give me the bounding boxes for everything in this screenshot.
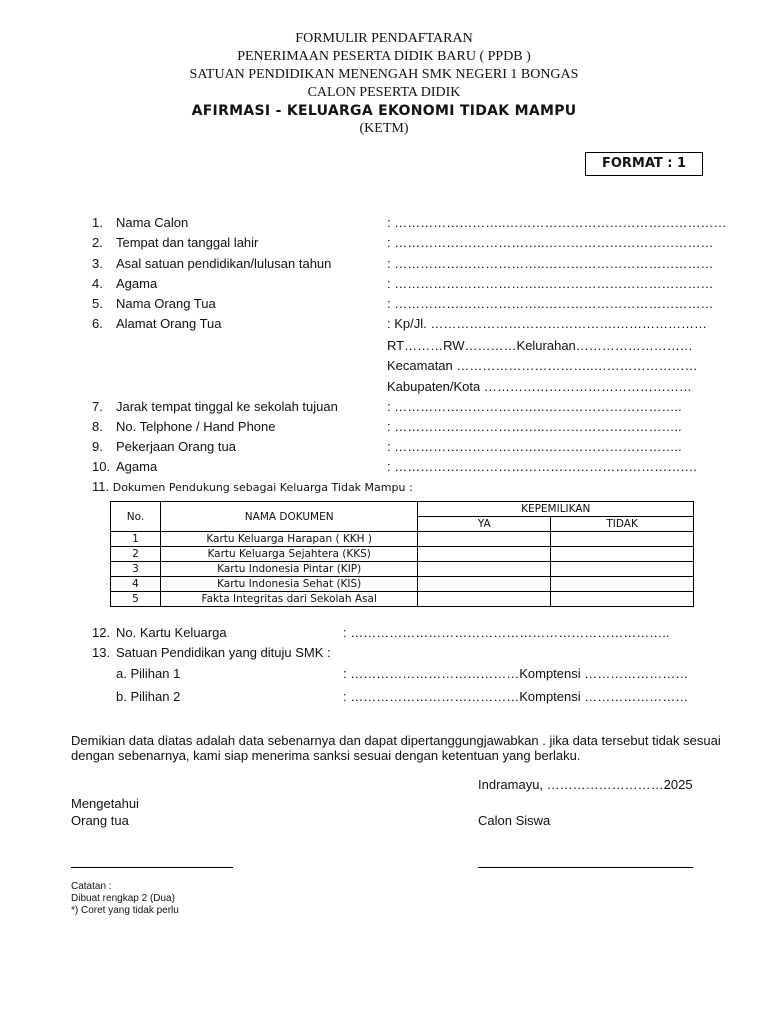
student-label: Calon Siswa: [478, 813, 551, 828]
yes-cell[interactable]: [418, 562, 551, 577]
header-line-2: PENERIMAAN PESERTA DIDIK BARU ( PPDB ): [237, 49, 531, 64]
notes-line-2: *) Coret yang tidak perlu: [71, 905, 179, 916]
yes-cell[interactable]: [418, 547, 551, 562]
field-number: 1.: [92, 215, 103, 230]
field-number: 11.: [92, 479, 110, 494]
field-number: 6.: [92, 316, 103, 331]
row-number: 2: [111, 547, 161, 562]
doc-name: Kartu Keluarga Harapan ( KKH ): [160, 532, 418, 547]
field-label: Nama Calon: [116, 215, 189, 230]
field-number: 2.: [92, 235, 103, 250]
field-number: 9.: [92, 439, 103, 454]
field-number: 5.: [92, 296, 103, 311]
row-number: 1: [111, 532, 161, 547]
field-label: Pekerjaan Orang tua: [116, 439, 236, 454]
table-row: [111, 577, 694, 592]
acknowledged-label: Mengetahui: [71, 796, 139, 811]
field-value[interactable]: : ……………………..……………………………………………: [387, 215, 727, 230]
field-number: 10.: [92, 459, 111, 474]
choice-value[interactable]: : …………………………………Komptensi ……………………: [343, 666, 689, 681]
header-line-6: (KETM): [359, 121, 409, 136]
field-number: 13.: [92, 645, 111, 660]
field-label: Jarak tempat tinggal ke sekolah tujuan: [116, 399, 338, 414]
table-row: [111, 562, 694, 577]
doc-name: Fakta Integritas dari Sekolah Asal: [160, 592, 418, 607]
col-header-name: NAMA DOKUMEN: [160, 502, 418, 532]
table-row: [111, 592, 694, 607]
student-signature-line: [478, 867, 693, 868]
parent-label: Orang tua: [71, 813, 129, 828]
field-value[interactable]: : ……………………………..…………………………..: [387, 419, 682, 434]
address-kecamatan[interactable]: Kecamatan …………………………..……………………: [387, 358, 698, 373]
field-value[interactable]: : ………………………………………………………………..: [343, 625, 670, 640]
choice-label: b. Pilihan 2: [116, 689, 181, 704]
parent-signature-line: [71, 867, 233, 868]
field-value[interactable]: : ……………………………..…………………………..: [387, 439, 682, 454]
field-value[interactable]: : ……………………………..…………………………………: [387, 235, 714, 250]
form-header: [0, 30, 768, 138]
field-label: Satuan Pendidikan yang dituju SMK :: [116, 645, 331, 660]
notes-line-1: Dibuat rengkap 2 (Dua): [71, 893, 175, 904]
col-header-ownership: KEPEMILIKAN: [418, 502, 694, 517]
field-label: Agama: [116, 459, 158, 474]
field-value[interactable]: : ……………………………..…………………………………: [387, 256, 714, 271]
header-line-3: SATUAN PENDIDIKAN MENENGAH SMK NEGERI 1 BONGAS: [189, 67, 579, 82]
doc-name: Kartu Indonesia Sehat (KIS): [160, 577, 418, 592]
field-number: 3.: [92, 256, 103, 271]
field-value[interactable]: : ……………………………..…………………………………: [387, 276, 714, 291]
doc-name: Kartu Indonesia Pintar (KIP): [160, 562, 418, 577]
col-header-no: No.: [111, 502, 161, 532]
field-number: 4.: [92, 276, 103, 291]
row-number: 5: [111, 592, 161, 607]
field-label: Alamat Orang Tua: [116, 316, 222, 331]
field-label: No. Telphone / Hand Phone: [116, 419, 276, 434]
field-label: No. Kartu Keluarga: [116, 625, 227, 640]
field-value[interactable]: : ……………………………..…………………………..: [387, 399, 682, 414]
yes-cell[interactable]: [418, 592, 551, 607]
field-label: Tempat dan tanggal lahir: [116, 235, 259, 250]
header-line-4: CALON PESERTA DIDIK: [307, 85, 461, 100]
field-value[interactable]: : …………………………………………………………….: [387, 459, 697, 474]
header-line-5: AFIRMASI - KELUARGA EKONOMI TIDAK MAMPU: [191, 103, 577, 119]
field-label: Nama Orang Tua: [116, 296, 216, 311]
field-value[interactable]: : ……………………………..…………………………………: [387, 296, 714, 311]
field-value[interactable]: : Kp/Jl. …………………………………….…………………: [387, 316, 707, 331]
no-cell[interactable]: [551, 577, 694, 592]
place-date[interactable]: Indramayu, ………………………2025: [478, 777, 693, 792]
table-row: [111, 547, 694, 562]
header-line-1: FORMULIR PENDAFTARAN: [295, 31, 473, 46]
format-box: FORMAT : 1: [585, 152, 703, 176]
row-number: 3: [111, 562, 161, 577]
field-number: 7.: [92, 399, 103, 414]
docs-title-text: Dokumen Pendukung sebagai Keluarga Tidak Mampu :: [112, 481, 413, 494]
row-number: 4: [111, 577, 161, 592]
no-cell[interactable]: [551, 547, 694, 562]
notes: [71, 881, 179, 917]
field-number: 12.: [92, 625, 111, 640]
no-cell[interactable]: [551, 562, 694, 577]
yes-cell[interactable]: [418, 577, 551, 592]
col-header-no-own: TIDAK: [551, 517, 694, 532]
yes-cell[interactable]: [418, 532, 551, 547]
doc-name: Kartu Keluarga Sejahtera (KKS): [160, 547, 418, 562]
choice-value[interactable]: : …………………………………Komptensi ……………………: [343, 689, 689, 704]
address-kabupaten[interactable]: Kabupaten/Kota …………………………………………: [387, 379, 692, 394]
address-rt-rw[interactable]: RT………RW…………Kelurahan………………………: [387, 338, 693, 353]
documents-table: [110, 501, 694, 607]
choice-label: a. Pilihan 1: [116, 666, 181, 681]
statement-paragraph: Demikian data diatas adalah data sebenarnya dan dapat dipertanggungjawabkan . jika data tersebut tidak sesuai dengan sebenarnya, kami siap menerima sanksi sesuai dengan ketentuan yang berlaku.: [71, 733, 721, 763]
col-header-yes: YA: [418, 517, 551, 532]
field-number: 8.: [92, 419, 103, 434]
no-cell[interactable]: [551, 532, 694, 547]
no-cell[interactable]: [551, 592, 694, 607]
field-label: Agama: [116, 276, 158, 291]
docs-section-title: [92, 479, 413, 494]
field-label: Asal satuan pendidikan/lulusan tahun: [116, 256, 332, 271]
notes-title: Catatan :: [71, 881, 112, 892]
table-row: [111, 532, 694, 547]
